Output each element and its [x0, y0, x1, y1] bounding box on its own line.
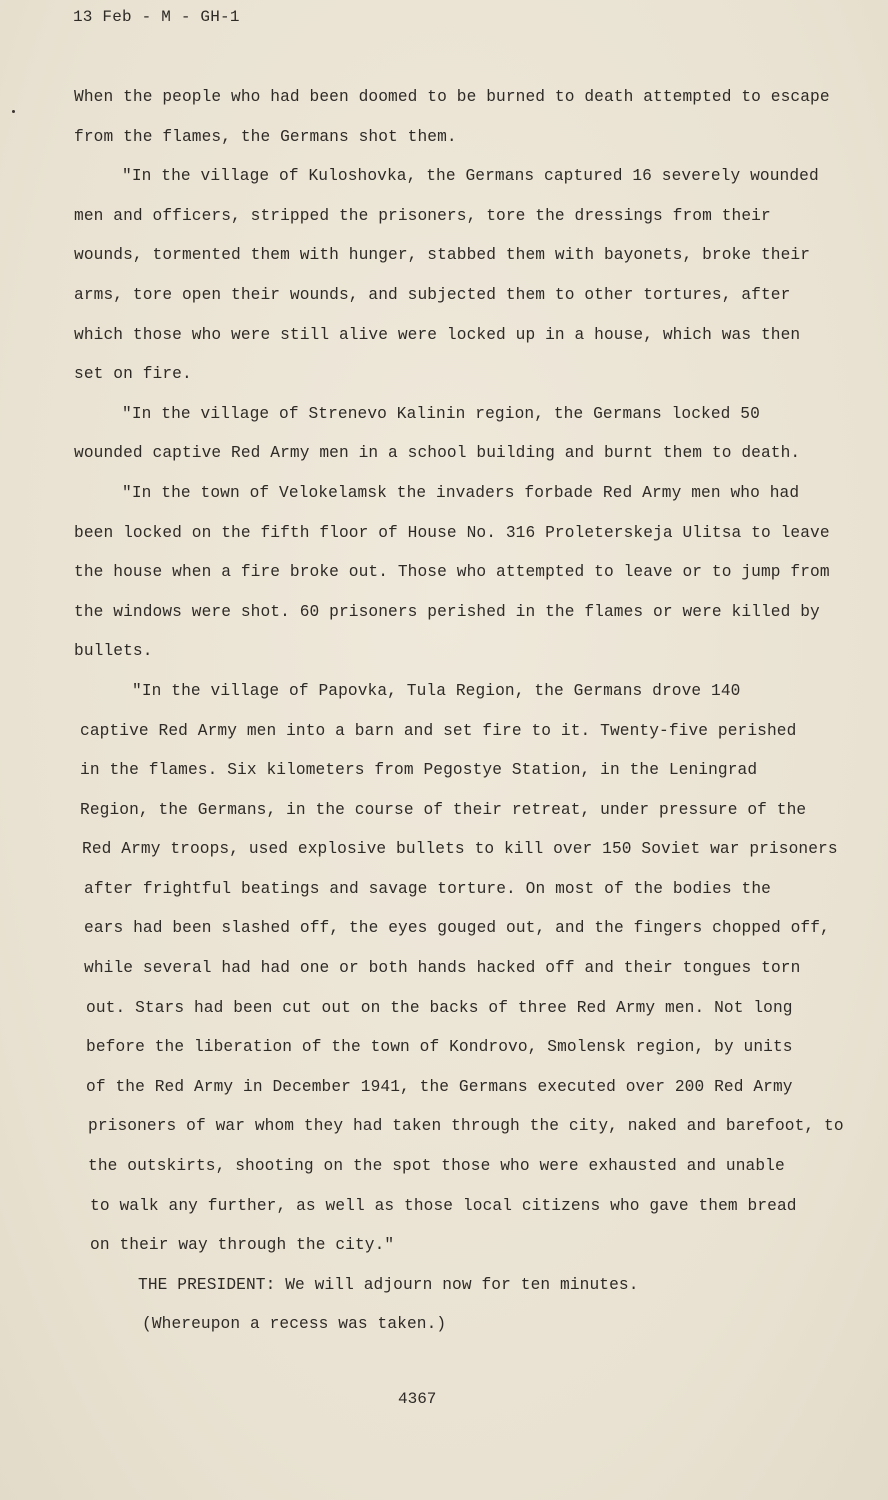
- text-line: ears had been slashed off, the eyes gouged out, and the fingers chopped off,: [84, 919, 830, 938]
- text-line: men and officers, stripped the prisoners, tore the dressings from their: [74, 206, 771, 225]
- page-number: 4367: [398, 1390, 437, 1408]
- document-reference: 13 Feb - M - GH-1: [73, 8, 240, 26]
- text-line: been locked on the fifth floor of House No. 316 Proleterskeja Ulitsa to leave: [74, 523, 830, 542]
- text-line: from the flames, the Germans shot them.: [74, 127, 457, 146]
- text-line: of the Red Army in December 1941, the Germans executed over 200 Red Army: [86, 1077, 793, 1096]
- text-line: the windows were shot. 60 prisoners perished in the flames or were killed by: [74, 602, 820, 621]
- text-line: "In the village of Strenevo Kalinin region, the Germans locked 50: [122, 404, 760, 423]
- text-line: wounded captive Red Army men in a school building and burnt them to death.: [74, 444, 801, 463]
- text-line: set on fire.: [74, 365, 192, 384]
- text-line: captive Red Army men into a barn and set fire to it. Twenty-five perished: [80, 721, 797, 740]
- text-line: the outskirts, shooting on the spot those who were exhausted and unable: [88, 1157, 785, 1176]
- text-line: "In the village of Papovka, Tula Region, the Germans drove 140: [132, 681, 741, 700]
- text-line: "In the town of Velokelamsk the invaders forbade Red Army men who had: [122, 483, 800, 502]
- document-body: [74, 78, 844, 1345]
- text-line: on their way through the city.": [90, 1236, 395, 1255]
- text-line: When the people who had been doomed to be burned to death attempted to escape: [74, 88, 830, 106]
- text-line: out. Stars had been cut out on the backs of three Red Army men. Not long: [86, 998, 793, 1017]
- text-line: bullets.: [74, 642, 153, 661]
- text-line: prisoners of war whom they had taken through the city, naked and barefoot, to: [88, 1117, 844, 1136]
- text-line: to walk any further, as well as those local citizens who gave them bread: [90, 1196, 797, 1215]
- margin-mark: [12, 110, 15, 113]
- text-line: Red Army troops, used explosive bullets to kill over 150 Soviet war prisoners: [82, 840, 838, 859]
- text-line: the house when a fire broke out. Those who attempted to leave or to jump from: [74, 563, 830, 582]
- text-line: before the liberation of the town of Kondrovo, Smolensk region, by units: [86, 1038, 793, 1057]
- text-line: THE PRESIDENT: We will adjourn now for ten minutes.: [138, 1275, 639, 1294]
- text-line: Region, the Germans, in the course of their retreat, under pressure of the: [80, 800, 807, 819]
- text-line: after frightful beatings and savage torture. On most of the bodies the: [84, 879, 771, 898]
- text-line: wounds, tormented them with hunger, stabbed them with bayonets, broke their: [74, 246, 811, 265]
- text-line: (Whereupon a recess was taken.): [142, 1315, 447, 1334]
- text-line: in the flames. Six kilometers from Pegostye Station, in the Leningrad: [80, 761, 758, 780]
- text-line: arms, tore open their wounds, and subjected them to other tortures, after: [74, 285, 791, 304]
- text-line: which those who were still alive were locked up in a house, which was then: [74, 325, 801, 344]
- text-line: while several had had one or both hands hacked off and their tongues torn: [84, 959, 801, 978]
- text-line: "In the village of Kuloshovka, the Germans captured 16 severely wounded: [122, 167, 819, 186]
